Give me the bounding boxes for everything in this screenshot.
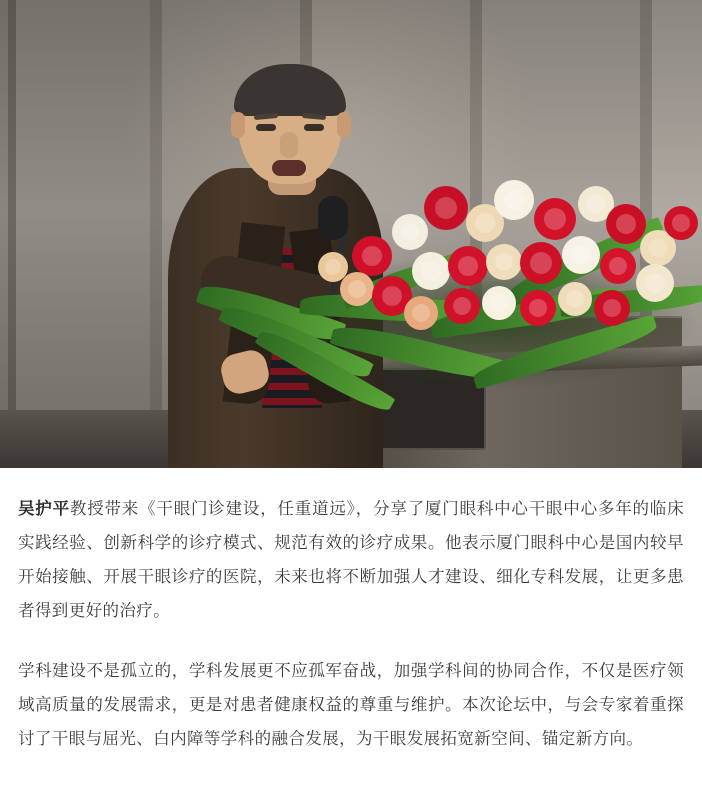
- microphone-icon: [318, 196, 348, 240]
- flower-blossom: [412, 252, 450, 290]
- paragraph-1: [18, 492, 684, 628]
- flower-blossom: [600, 248, 636, 284]
- flower-blossom: [534, 198, 576, 240]
- speaker-eye-right: [304, 124, 324, 131]
- flower-blossom: [340, 272, 374, 306]
- flower-blossom: [636, 264, 674, 302]
- speaker-eye-left: [256, 124, 276, 131]
- flower-blossom: [594, 290, 630, 326]
- flower-blossom: [424, 186, 468, 230]
- article-body: [0, 468, 702, 768]
- flower-blossom: [606, 204, 646, 244]
- flower-blossom: [448, 246, 488, 286]
- flower-blossom: [486, 244, 522, 280]
- speaker-ear-left: [231, 112, 245, 138]
- flower-blossom: [520, 290, 556, 326]
- paragraph-1-text: 教授带来《干眼门诊建设，任重道远》，分享了厦门眼科中心干眼中心多年的临床实践经验、创新科学的诊疗模式、规范有效的诊疗成果。他表示厦门眼科中心是国内较早开始接触、开展干眼诊疗的医院，未来也将不断加强人才建设、细化专科发展，让更多患者得到更好的治疗。: [18, 500, 685, 620]
- speaker-name: 吴护平: [18, 500, 70, 518]
- flower-blossom: [352, 236, 392, 276]
- paragraph-2: 学科建设不是孤立的，学科发展更不应孤军奋战，加强学科间的协同合作，不仅是医疗领域高质量的发展需求，更是对患者健康权益的尊重与维护。本次论坛中，与会专家着重探讨了干眼与屈光、白内障等学科的融合发展，为干眼发展拓宽新空间、锚定新方向。: [18, 662, 684, 748]
- speaker-ear-right: [337, 112, 351, 138]
- flower-blossom: [482, 286, 516, 320]
- flower-blossom: [404, 296, 438, 330]
- speaker-nose: [280, 132, 298, 158]
- flower-blossom: [318, 252, 348, 282]
- flower-blossom: [520, 242, 562, 284]
- flower-blossom: [558, 282, 592, 316]
- flower-blossom: [562, 236, 600, 274]
- flower-blossom: [444, 288, 480, 324]
- flower-blossom: [494, 180, 534, 220]
- flower-blossom: [664, 206, 698, 240]
- speaker-mouth: [272, 160, 306, 176]
- flower-blossom: [392, 214, 428, 250]
